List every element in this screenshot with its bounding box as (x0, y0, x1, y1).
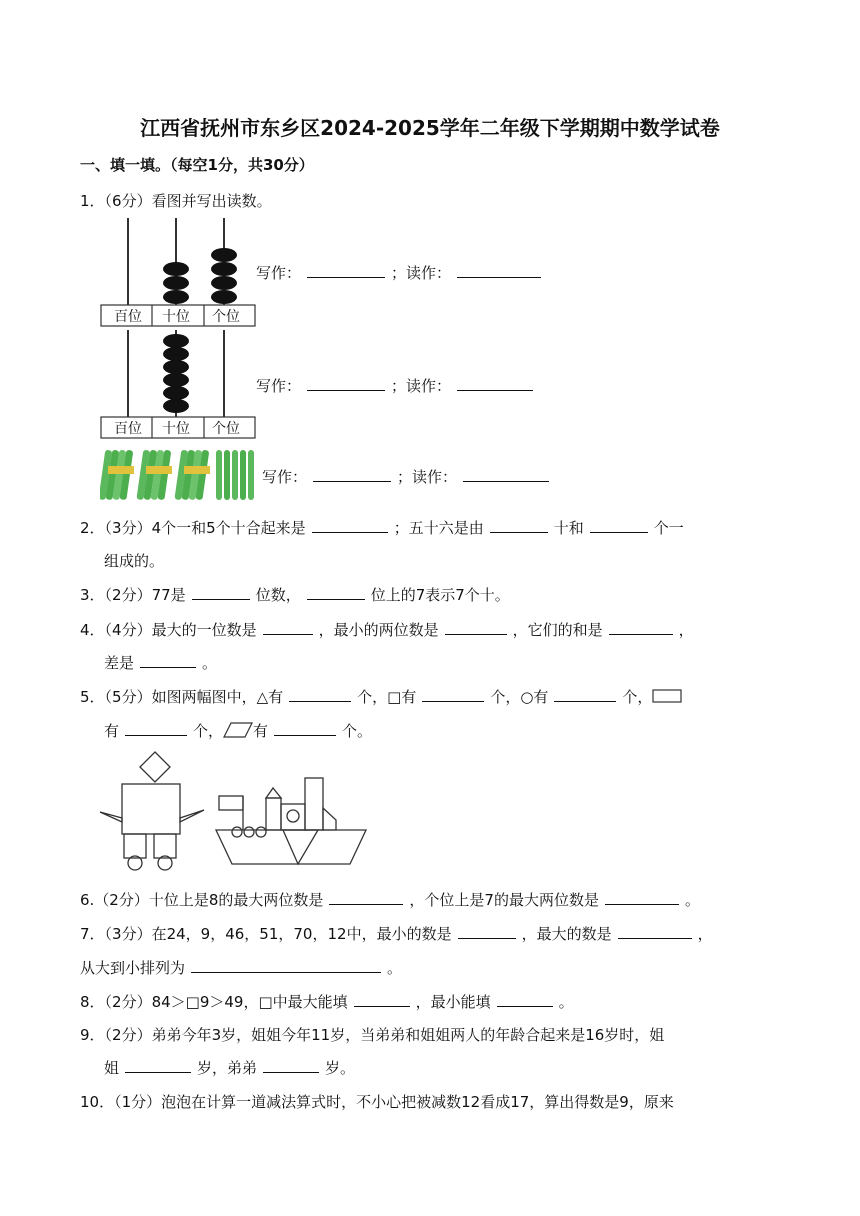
robot-figure (100, 752, 204, 870)
section-heading: 一、填一填。（每空1分，共30分） (80, 156, 314, 174)
answer-blank[interactable] (490, 518, 548, 533)
ship-figure (216, 778, 366, 864)
text: 个，□有 (357, 688, 417, 706)
answer-blank[interactable] (445, 620, 507, 635)
text: 4．（4分）最大的一位数是 (80, 621, 257, 639)
question-4 (80, 619, 694, 640)
answer-blank[interactable] (263, 620, 313, 635)
bead (211, 290, 237, 304)
write-blank[interactable] (307, 263, 385, 278)
abacus-label: 百位 (114, 421, 142, 437)
text: 位数， (255, 586, 301, 604)
bundle-3 (174, 450, 210, 500)
answer-blank[interactable] (458, 924, 516, 939)
write-label: 写作： (262, 468, 308, 486)
abacus-label: 个位 (212, 421, 240, 437)
answer-line-1 (256, 262, 547, 283)
text: 姐 (104, 1059, 120, 1077)
rectangle-icon (652, 689, 682, 703)
abacus-label: 十位 (162, 309, 190, 325)
text: ，最小能填 (415, 993, 491, 1011)
text: ，最小的两位数是 (318, 621, 439, 639)
question-10: 10．（1分）泡泡在计算一道减法算式时，不小心把被减数12看成17，算出得数是9，原来 (80, 1093, 674, 1111)
answer-blank[interactable] (263, 1058, 319, 1073)
read-label: ；读作： (391, 264, 452, 282)
question-9: 9．（2分）弟弟今年3岁，姐姐今年11岁，当弟弟和姐姐两人的年龄合起来是16岁时，姐 (80, 1026, 665, 1044)
write-label: 写作： (256, 377, 302, 395)
text: 个，○有 (490, 688, 549, 706)
answer-blank[interactable] (125, 1058, 191, 1073)
text: 差是 (104, 654, 135, 672)
bundle-1 (100, 450, 134, 500)
text: ，个位上是7的最大两位数是 (409, 891, 599, 909)
stick-bundles-image (100, 444, 260, 504)
write-label: 写作： (256, 264, 302, 282)
answer-blank[interactable] (422, 687, 484, 702)
text: 6.（2分）十位上是8的最大两位数是 (80, 891, 324, 909)
page-title: 江西省抚州市东乡区2024-2025学年二年级下学期期中数学试卷 (140, 116, 720, 140)
text: ， (697, 925, 713, 943)
bead (163, 262, 189, 276)
read-label: ；读作： (397, 468, 458, 486)
text: 十和 (553, 519, 584, 537)
read-blank[interactable] (457, 376, 533, 391)
text: 岁。 (325, 1059, 356, 1077)
text: 。 (684, 891, 700, 909)
answer-blank[interactable] (192, 585, 250, 600)
bead (163, 290, 189, 304)
answer-blank[interactable] (609, 620, 673, 635)
text: 3．（2分）77是 (80, 586, 186, 604)
question-1: 1．（6分）看图并写出读数。 (80, 192, 272, 210)
shapes-figure (98, 748, 368, 874)
text: 。 (387, 959, 403, 977)
question-4-continued (104, 652, 217, 673)
question-8 (80, 991, 574, 1012)
read-label: ；读作： (391, 377, 452, 395)
text: 有 (253, 722, 269, 740)
write-blank[interactable] (313, 467, 391, 482)
text: 有 (104, 722, 120, 740)
answer-blank[interactable] (274, 721, 336, 736)
question-2 (80, 517, 684, 538)
text: ，最大的数是 (521, 925, 612, 943)
text: 个。 (342, 722, 373, 740)
answer-blank[interactable] (554, 687, 616, 702)
text: 个， (622, 688, 653, 706)
answer-blank[interactable] (289, 687, 351, 702)
question-5 (80, 686, 682, 707)
abacus-label: 个位 (212, 309, 240, 325)
bead (163, 276, 189, 290)
bead (211, 276, 237, 290)
bead (211, 262, 237, 276)
answer-blank[interactable] (605, 890, 679, 905)
text: 岁，弟弟 (197, 1059, 258, 1077)
question-3 (80, 584, 510, 605)
answer-blank[interactable] (618, 924, 692, 939)
text: 从大到小排列为 (80, 959, 186, 977)
text: 位上的7表示7个十。 (370, 586, 510, 604)
question-9-continued (104, 1057, 355, 1078)
abacus-label: 百位 (114, 309, 142, 325)
answer-blank[interactable] (140, 653, 196, 668)
text: 5．（5分）如图两幅图中，△有 (80, 688, 284, 706)
answer-blank[interactable] (125, 721, 187, 736)
text: 7．（3分）在24，9，46，51，70，12中，最小的数是 (80, 925, 452, 943)
text: 个一 (653, 519, 684, 537)
text: 个， (193, 722, 224, 740)
text: ；五十六是由 (393, 519, 484, 537)
parallelogram-icon (223, 722, 253, 738)
text: ， (678, 621, 694, 639)
answer-blank[interactable] (329, 890, 403, 905)
question-5-continued (104, 720, 372, 741)
question-6 (80, 889, 700, 910)
answer-blank[interactable] (191, 958, 381, 973)
read-blank[interactable] (457, 263, 541, 278)
text: 2．（3分）4个一和5个十合起来是 (80, 519, 306, 537)
question-7-continued (80, 957, 402, 978)
answer-blank[interactable] (307, 585, 365, 600)
answer-line-3 (262, 466, 555, 487)
bundle-2 (136, 450, 172, 500)
text: 。 (202, 654, 218, 672)
answer-line-2 (256, 375, 539, 396)
answer-blank[interactable] (354, 992, 410, 1007)
bead (211, 248, 237, 262)
text: 。 (558, 993, 574, 1011)
loose-sticks (216, 450, 254, 500)
question-7 (80, 923, 713, 944)
abacus-label: 十位 (162, 421, 190, 437)
answer-blank[interactable] (590, 518, 648, 533)
question-2-continued: 组成的。 (104, 552, 165, 570)
read-blank[interactable] (463, 467, 549, 482)
text: 8．（2分）84＞□9＞49，□中最大能填 (80, 993, 348, 1011)
answer-blank[interactable] (497, 992, 553, 1007)
answer-blank[interactable] (312, 518, 388, 533)
text: ，它们的和是 (512, 621, 603, 639)
write-blank[interactable] (307, 376, 385, 391)
